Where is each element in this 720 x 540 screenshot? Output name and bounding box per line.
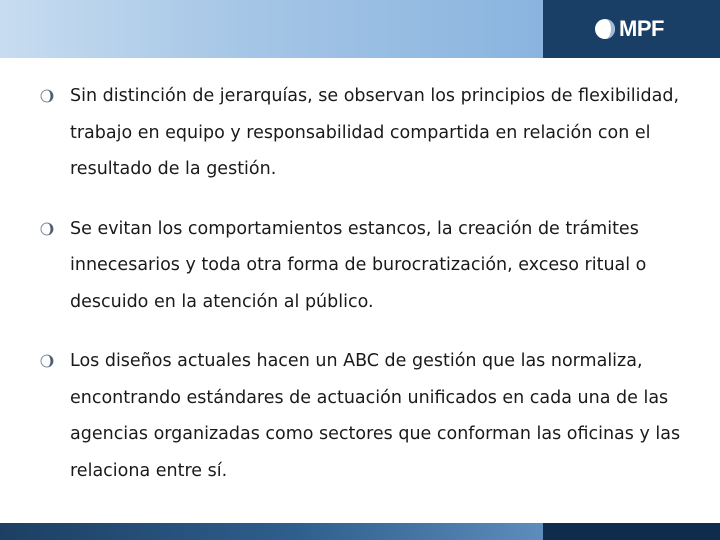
bullet-item <box>40 343 690 489</box>
bullet-sphere-icon <box>40 89 54 103</box>
bullet-item <box>40 211 690 321</box>
bullet-item <box>40 78 690 188</box>
bullet-sphere-icon <box>40 222 54 236</box>
logo-block <box>543 0 720 58</box>
bullet-text: Sin distinción de jerarquías, se observan los principios de flexibilidad, trabajo en equipo y responsabilidad compartida en relación con el resultado de la gestión. <box>70 86 680 179</box>
bullet-text: Los diseños actuales hacen un ABC de gestión que las normaliza, encontrando estándares de actuación unificados en cada una de las agencias organizadas como sectores que conforman las oficinas y las relaciona entre sí. <box>70 351 681 481</box>
footer-band-dark <box>543 523 720 540</box>
logo-text: MPF <box>619 16 664 41</box>
bullet-sphere-icon <box>40 354 54 368</box>
footer-band <box>0 523 543 540</box>
bullet-list <box>40 78 690 512</box>
mpf-logo <box>594 14 664 44</box>
header-band <box>0 0 543 58</box>
mpf-logo-icon <box>594 18 616 40</box>
bullet-text: Se evitan los comportamientos estancos, la creación de trámites innecesarios y toda otra forma de burocratización, exceso ritual o descuido en la atención al público. <box>70 218 647 312</box>
